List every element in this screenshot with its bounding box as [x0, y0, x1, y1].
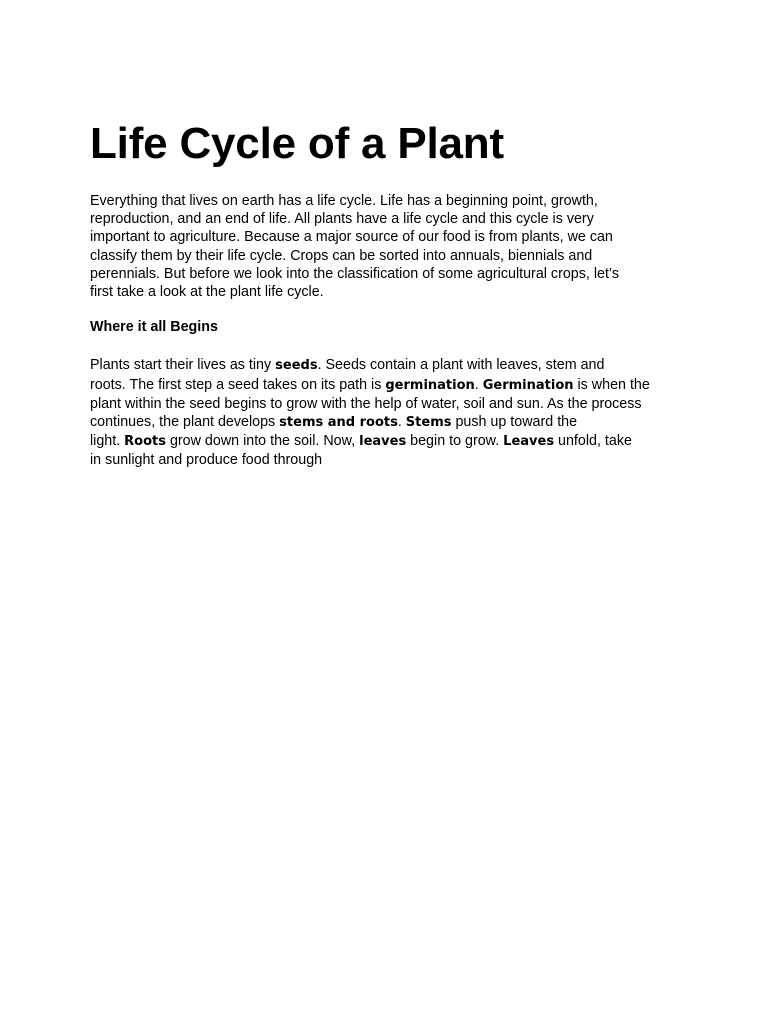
text-run: . [474, 376, 483, 393]
intro-line: reproduction, and an end of life. All plants have a life cycle and this cycle is very [90, 211, 594, 228]
intro-line: important to agriculture. Because a major source of our food is from plants, we can [90, 229, 613, 246]
text-run: light. [90, 433, 125, 450]
document-page [90, 118, 690, 470]
section-line [90, 413, 690, 432]
bold-term-germination: germination [385, 377, 475, 393]
intro-line: perennials. But before we look into the classification of some agricultural crops, let’s [90, 265, 619, 282]
section-line: plant within the seed begins to grow with the help of water, soil and sun. As the process [90, 395, 642, 412]
section-line [90, 432, 690, 451]
intro-line: Everything that lives on earth has a life cycle. Life has a beginning point, growth, [90, 193, 598, 209]
section-heading: Where it all Begins [90, 319, 218, 336]
text-run: unfold, take [554, 433, 632, 450]
section-line [90, 376, 690, 395]
text-run: . Seeds contain a plant with leaves, stem and [317, 357, 605, 374]
text-run: continues, the plant develops [90, 414, 280, 431]
text-run: Plants start their lives as tiny [90, 357, 276, 374]
text-run: begin to grow. [406, 433, 504, 450]
bold-term-roots: Roots [124, 434, 166, 450]
text-run: roots. The first step a seed takes on its path is [90, 376, 386, 393]
section-line [90, 356, 690, 375]
bold-term-seeds: seeds [275, 358, 318, 374]
intro-line: classify them by their life cycle. Crops can be sorted into annuals, biennials and [90, 247, 593, 264]
intro-paragraph [90, 192, 690, 301]
intro-line: first take a look at the plant life cycle. [90, 284, 324, 301]
bold-term-stems: Stems [405, 415, 452, 431]
section-line: in sunlight and produce food through [90, 452, 323, 469]
section-paragraph [90, 356, 690, 469]
bold-term-leaves-2: Leaves [503, 434, 555, 450]
bold-term-germination-2: Germination [482, 377, 574, 393]
text-run: push up toward the [451, 414, 578, 431]
text-run: . [397, 414, 406, 431]
bold-term-stems-and-roots: stems and roots [279, 415, 398, 431]
bold-term-leaves: leaves [359, 434, 407, 450]
text-run: is when the [573, 376, 650, 393]
text-run: grow down into the soil. Now, [166, 433, 360, 450]
document-title: Life Cycle of a Plant [90, 119, 504, 168]
